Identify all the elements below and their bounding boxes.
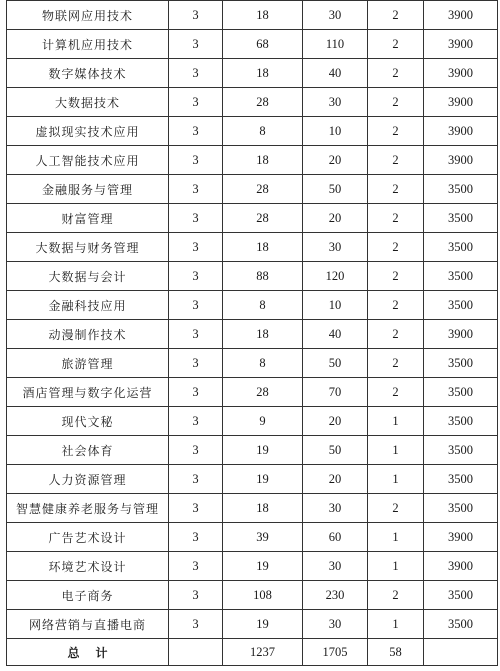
years-cell: 3 [169, 581, 223, 610]
count-a-cell: 28 [223, 204, 303, 233]
count-b-cell: 60 [303, 523, 368, 552]
fee-cell: 3900 [424, 117, 498, 146]
count-c-cell: 2 [368, 378, 424, 407]
fee-cell: 3900 [424, 320, 498, 349]
count-c-cell: 1 [368, 407, 424, 436]
major-name-cell: 数字媒体技术 [7, 59, 169, 88]
count-a-cell: 108 [223, 581, 303, 610]
fee-cell: 3500 [424, 494, 498, 523]
count-a-cell: 39 [223, 523, 303, 552]
count-c-cell: 2 [368, 204, 424, 233]
count-a-cell: 8 [223, 349, 303, 378]
count-a-cell: 8 [223, 117, 303, 146]
table-row [7, 349, 498, 378]
fee-cell: 3900 [424, 59, 498, 88]
fee-cell: 3900 [424, 146, 498, 175]
table-row [7, 465, 498, 494]
count-a-cell: 68 [223, 30, 303, 59]
count-c-cell: 2 [368, 581, 424, 610]
major-name-cell: 大数据与会计 [7, 262, 169, 291]
count-b-cell: 20 [303, 204, 368, 233]
major-name-cell: 动漫制作技术 [7, 320, 169, 349]
major-name-cell: 网络营销与直播电商 [7, 610, 169, 639]
table-row [7, 175, 498, 204]
count-c-cell: 2 [368, 59, 424, 88]
count-c-cell: 1 [368, 552, 424, 581]
major-name-cell: 人力资源管理 [7, 465, 169, 494]
count-a-cell: 18 [223, 494, 303, 523]
years-cell: 3 [169, 88, 223, 117]
major-name-cell: 虚拟现实技术应用 [7, 117, 169, 146]
fee-cell: 3900 [424, 88, 498, 117]
fee-cell: 3500 [424, 349, 498, 378]
count-c-cell: 2 [368, 262, 424, 291]
count-c-cell: 2 [368, 1, 424, 30]
years-cell: 3 [169, 494, 223, 523]
major-name-cell: 金融科技应用 [7, 291, 169, 320]
years-cell: 3 [169, 610, 223, 639]
major-name-cell: 现代文秘 [7, 407, 169, 436]
major-name-cell: 财富管理 [7, 204, 169, 233]
total-count-b-cell: 1705 [303, 639, 368, 666]
enrollment-table [6, 0, 498, 666]
count-b-cell: 20 [303, 146, 368, 175]
major-name-cell: 电子商务 [7, 581, 169, 610]
years-cell: 3 [169, 407, 223, 436]
fee-cell: 3500 [424, 378, 498, 407]
count-a-cell: 19 [223, 436, 303, 465]
count-b-cell: 50 [303, 349, 368, 378]
count-a-cell: 18 [223, 320, 303, 349]
table-row [7, 581, 498, 610]
fee-cell: 3500 [424, 291, 498, 320]
table-row [7, 552, 498, 581]
years-cell: 3 [169, 30, 223, 59]
fee-cell: 3500 [424, 407, 498, 436]
table-row [7, 59, 498, 88]
major-name-cell: 旅游管理 [7, 349, 169, 378]
total-years-cell [169, 639, 223, 666]
fee-cell: 3500 [424, 262, 498, 291]
total-fee-cell [424, 639, 498, 666]
count-c-cell: 2 [368, 291, 424, 320]
fee-cell: 3900 [424, 552, 498, 581]
years-cell: 3 [169, 59, 223, 88]
table-row [7, 436, 498, 465]
count-c-cell: 2 [368, 320, 424, 349]
table-row [7, 30, 498, 59]
count-c-cell: 1 [368, 465, 424, 494]
fee-cell: 3500 [424, 610, 498, 639]
major-name-cell: 金融服务与管理 [7, 175, 169, 204]
years-cell: 3 [169, 262, 223, 291]
count-c-cell: 2 [368, 175, 424, 204]
count-a-cell: 18 [223, 59, 303, 88]
count-a-cell: 9 [223, 407, 303, 436]
years-cell: 3 [169, 146, 223, 175]
fee-cell: 3900 [424, 30, 498, 59]
years-cell: 3 [169, 465, 223, 494]
total-count-a-cell: 1237 [223, 639, 303, 666]
count-a-cell: 19 [223, 610, 303, 639]
table-row [7, 407, 498, 436]
fee-cell: 3500 [424, 233, 498, 262]
years-cell: 3 [169, 291, 223, 320]
major-name-cell: 计算机应用技术 [7, 30, 169, 59]
table-row [7, 204, 498, 233]
count-a-cell: 18 [223, 1, 303, 30]
count-b-cell: 10 [303, 291, 368, 320]
fee-cell: 3900 [424, 523, 498, 552]
major-name-cell: 物联网应用技术 [7, 1, 169, 30]
count-c-cell: 2 [368, 494, 424, 523]
total-count-c-cell: 58 [368, 639, 424, 666]
fee-cell: 3500 [424, 465, 498, 494]
years-cell: 3 [169, 117, 223, 146]
years-cell: 3 [169, 436, 223, 465]
count-a-cell: 28 [223, 378, 303, 407]
count-b-cell: 30 [303, 494, 368, 523]
count-b-cell: 50 [303, 175, 368, 204]
years-cell: 3 [169, 320, 223, 349]
years-cell: 3 [169, 552, 223, 581]
table-row [7, 1, 498, 30]
count-c-cell: 1 [368, 610, 424, 639]
count-b-cell: 50 [303, 436, 368, 465]
major-name-cell: 大数据技术 [7, 88, 169, 117]
table-row [7, 320, 498, 349]
count-c-cell: 2 [368, 146, 424, 175]
count-a-cell: 28 [223, 175, 303, 204]
total-label: 总计 [7, 639, 169, 666]
count-b-cell: 20 [303, 465, 368, 494]
count-a-cell: 18 [223, 146, 303, 175]
fee-cell: 3500 [424, 175, 498, 204]
count-a-cell: 88 [223, 262, 303, 291]
count-a-cell: 8 [223, 291, 303, 320]
count-a-cell: 28 [223, 88, 303, 117]
major-name-cell: 环境艺术设计 [7, 552, 169, 581]
table-row [7, 88, 498, 117]
years-cell: 3 [169, 349, 223, 378]
count-b-cell: 70 [303, 378, 368, 407]
count-c-cell: 1 [368, 436, 424, 465]
count-b-cell: 30 [303, 610, 368, 639]
fee-cell: 3500 [424, 581, 498, 610]
table-row [7, 523, 498, 552]
count-a-cell: 19 [223, 552, 303, 581]
years-cell: 3 [169, 378, 223, 407]
fee-cell: 3500 [424, 204, 498, 233]
major-name-cell: 酒店管理与数字化运营 [7, 378, 169, 407]
table-row [7, 262, 498, 291]
years-cell: 3 [169, 175, 223, 204]
table-row [7, 610, 498, 639]
count-c-cell: 2 [368, 349, 424, 378]
count-b-cell: 30 [303, 1, 368, 30]
years-cell: 3 [169, 233, 223, 262]
count-b-cell: 20 [303, 407, 368, 436]
major-name-cell: 智慧健康养老服务与管理 [7, 494, 169, 523]
major-name-cell: 社会体育 [7, 436, 169, 465]
count-c-cell: 1 [368, 523, 424, 552]
years-cell: 3 [169, 1, 223, 30]
table-row [7, 291, 498, 320]
count-b-cell: 30 [303, 233, 368, 262]
count-b-cell: 120 [303, 262, 368, 291]
count-b-cell: 40 [303, 320, 368, 349]
table-row [7, 233, 498, 262]
count-a-cell: 18 [223, 233, 303, 262]
major-name-cell: 大数据与财务管理 [7, 233, 169, 262]
table-row [7, 146, 498, 175]
count-b-cell: 30 [303, 552, 368, 581]
total-row [7, 639, 498, 666]
table-row [7, 494, 498, 523]
table-row [7, 378, 498, 407]
count-b-cell: 230 [303, 581, 368, 610]
count-c-cell: 2 [368, 117, 424, 146]
count-b-cell: 30 [303, 88, 368, 117]
count-b-cell: 110 [303, 30, 368, 59]
major-name-cell: 人工智能技术应用 [7, 146, 169, 175]
count-b-cell: 10 [303, 117, 368, 146]
fee-cell: 3500 [424, 436, 498, 465]
count-c-cell: 2 [368, 88, 424, 117]
fee-cell: 3900 [424, 1, 498, 30]
years-cell: 3 [169, 523, 223, 552]
count-a-cell: 19 [223, 465, 303, 494]
table-body [7, 1, 498, 666]
major-name-cell: 广告艺术设计 [7, 523, 169, 552]
table-row [7, 117, 498, 146]
count-c-cell: 2 [368, 233, 424, 262]
count-c-cell: 2 [368, 30, 424, 59]
count-b-cell: 40 [303, 59, 368, 88]
years-cell: 3 [169, 204, 223, 233]
